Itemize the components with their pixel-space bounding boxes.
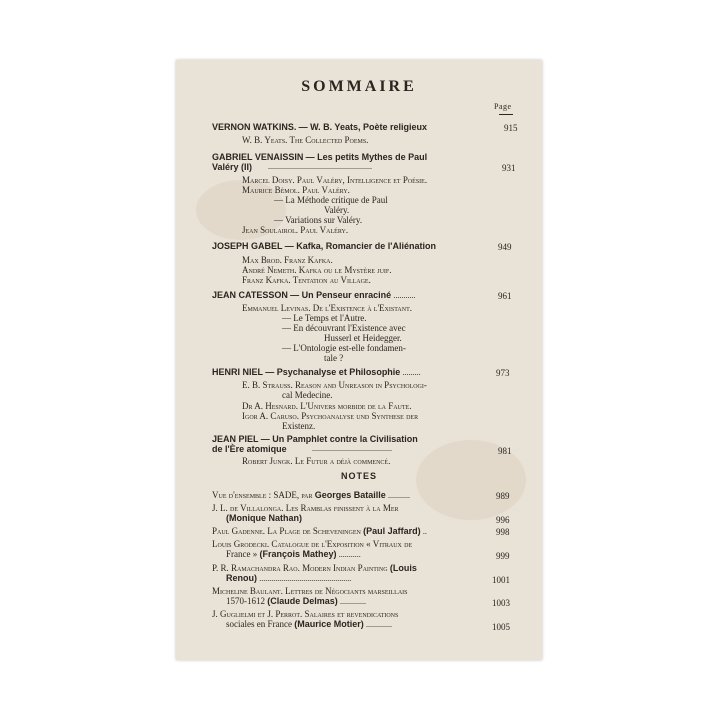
note-text: 1570-1612 <box>226 596 265 606</box>
note-reviewer: (Monique Nathan) <box>226 513 302 523</box>
note-text: P. R. Ramachandra Rao. Modern Indian Painting <box>212 563 388 573</box>
note-reviewer: (Claude Delmas) <box>267 596 338 606</box>
entry-ref: Existenz. <box>282 421 316 431</box>
entry-page: 981 <box>498 446 512 456</box>
note-text: J. L. de Villalonga. Les Ramblas finissent à la Mer <box>212 503 399 513</box>
leader-dots: ............. <box>340 597 367 606</box>
entry-ref: E. B. Strauss. Reason and Unreason in Psychologi- <box>242 380 427 390</box>
note-entry <box>226 549 361 560</box>
note-entry <box>226 596 366 607</box>
leader-dots: .............................................. <box>259 574 352 583</box>
note-text: J. Guglielmi et J. Perrot. Salaires et revendications <box>212 609 399 619</box>
entry-author: HENRI NIEL <box>212 367 264 377</box>
contents-page <box>176 60 542 660</box>
note-reviewer: (Louis <box>389 563 417 573</box>
entry-page: 931 <box>502 163 516 173</box>
note-page: 1001 <box>492 575 510 585</box>
note-entry <box>212 526 427 537</box>
note-text: sociales en France <box>226 619 292 629</box>
note-page: 998 <box>496 527 510 537</box>
leader-dots: ......... <box>402 368 421 377</box>
note-text: Louis Grodecki. Catalogue de l'Exposition « Vitraux de <box>212 539 413 549</box>
note-reviewer: Renou) <box>226 573 257 583</box>
note-reviewer: (François Mathey) <box>259 549 337 559</box>
leader-dots: ........... <box>388 491 411 500</box>
entry-ref: Maurice Bémol. Paul Valéry. <box>242 185 350 195</box>
note-text: Vue d'ensemble : SADE, par <box>212 490 313 500</box>
note-reviewer: (Paul Jaffard) <box>363 526 421 536</box>
entry-article: — Un Pamphlet contre la Civilisation <box>260 434 418 444</box>
note-text: Paul Gadenne. La Plage de Scheveningen <box>212 526 361 536</box>
entry-ref: Jean Soulairol. Paul Valéry. <box>242 225 349 235</box>
entry-ref: — En découvrant l'Existence avec <box>282 323 406 333</box>
entry-article-cont: de l'Ère atomique <box>212 444 287 454</box>
entry-page: 915 <box>504 123 518 133</box>
note-reviewer: Georges Bataille <box>314 490 386 500</box>
page-column-header: Page <box>494 102 512 111</box>
leader-dots: ........................................ <box>312 444 392 453</box>
toc-entry-title <box>212 241 436 251</box>
page-title: SOMMAIRE <box>301 78 417 95</box>
note-page: 1003 <box>492 598 510 608</box>
note-entry <box>212 490 410 501</box>
entry-ref: Marcel Doisy. Paul Valéry, Intelligence et Poésie. <box>242 175 428 185</box>
note-text: France » <box>226 549 258 559</box>
entry-ref: Emmanuel Levinas. De l'Existence à l'Existant. <box>242 303 412 313</box>
note-text: Micheline Baulant. Lettres de Négociants marseillais <box>212 586 408 596</box>
note-entry <box>226 619 392 630</box>
toc-entry-title <box>212 152 427 162</box>
leader-dots: ........... <box>338 550 361 559</box>
entry-ref: — La Méthode critique de Paul <box>274 195 388 205</box>
note-page: 1005 <box>492 622 510 632</box>
entry-article: — W. B. Yeats, Poète religieux <box>298 122 427 132</box>
header-rule <box>499 114 513 115</box>
entry-ref: Husserl et Heidegger. <box>324 333 402 343</box>
entry-author: GABRIEL VENAISSIN <box>212 152 304 162</box>
note-entry <box>226 573 351 584</box>
note-page: 989 <box>496 491 510 501</box>
toc-entry-title <box>212 290 415 301</box>
entry-ref: — L'Ontologie est-elle fondamen- <box>282 343 406 353</box>
entry-ref: W. B. Yeats. The Collected Poems. <box>242 135 369 145</box>
entry-ref: Max Brod. Franz Kafka. <box>242 255 333 265</box>
entry-page: 973 <box>496 368 510 378</box>
entry-ref: Igor A. Caruso. Psychoanalyse und Synthese der <box>242 411 419 421</box>
note-entry <box>212 563 417 573</box>
leader-dots: ........... <box>393 291 416 300</box>
entry-article: — Kafka, Romancier de l'Aliénation <box>284 241 436 251</box>
entry-author: VERNON WATKINS. <box>212 122 297 132</box>
entry-ref: André Nemeth. Kafka ou le Mystère juif. <box>242 265 392 275</box>
entry-ref: — Variations sur Valéry. <box>274 215 363 225</box>
leader-dots: ............. <box>366 620 392 629</box>
toc-entry-title <box>212 122 427 132</box>
entry-page: 949 <box>498 242 512 252</box>
note-page: 996 <box>496 515 510 525</box>
entry-ref: Franz Kafka. Tentation au Village. <box>242 275 371 285</box>
note-page: 999 <box>496 551 510 561</box>
entry-author: JEAN CATESSON <box>212 290 288 300</box>
entry-article: — Psychanalyse et Philosophie <box>265 367 401 377</box>
notes-heading: NOTES <box>340 471 377 481</box>
leader-dots: .. <box>422 527 427 536</box>
note-reviewer: (Maurice Motier) <box>294 619 364 629</box>
toc-entry-title <box>212 367 421 378</box>
toc-entry-title <box>212 434 418 444</box>
entry-author: JOSEPH GABEL <box>212 241 283 251</box>
entry-ref: Dr A. Hesnard. L'Univers morbide de la Faute. <box>242 401 412 411</box>
entry-article: — Un Penseur enraciné <box>290 290 392 300</box>
entry-article-cont: Valéry (II) <box>212 162 253 172</box>
entry-author: JEAN PIEL <box>212 434 259 444</box>
entry-ref: tale ? <box>324 353 344 363</box>
entry-ref: — Le Temps et l'Autre. <box>282 313 367 323</box>
entry-page: 961 <box>498 291 512 301</box>
entry-ref: Valéry. <box>324 205 350 215</box>
entry-ref: Robert Jungk. Le Futur a déjà commencé. <box>242 456 391 466</box>
leader-dots: .................................................... <box>268 162 372 171</box>
entry-article: — Les petits Mythes de Paul <box>305 152 428 162</box>
entry-ref: cal Medecine. <box>282 390 333 400</box>
